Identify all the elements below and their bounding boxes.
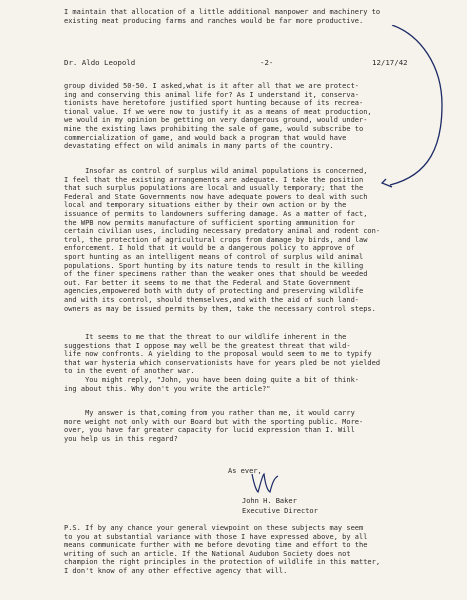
closing: As ever, <box>228 467 262 475</box>
paragraph-4: You might reply, "John, you have been doing quite a bit of think- ing about this. Why don't you write the article?" <box>64 376 360 393</box>
signer-name: John H. Baker <box>242 497 297 505</box>
letter-date: 12/17/42 <box>372 58 408 67</box>
top-note: I maintain that allocation of a little additional manpower and machinery to existing meat producing farms and ranches would be far more productive. <box>64 8 381 25</box>
paragraph-5: My answer is that,coming from you rather than me, it would carry more weight not only with our Board but with the sporting public. More- over, you have far greater capacity for lucid expression than I. Will you help us in this regard? <box>64 409 364 443</box>
paragraph-2: Insofar as control of surplus wild animal populations is concerned, I feel that the existing arrangements are adequate. I take the position that such surplus populations are local and usually temporary; that the Federal and State Governments now have adequate powers to deal with such local and temporary situations either by their own action or by the issuance of permits to landowners suffering damage. As a matter of fact, the WPB now permits manufacture of sufficient sporting ammunition for certain civilian uses, including necessary predatory animal and rodent con- trol, the protection of agricultural crops from damage by birds, and law enforcement. I hold that it would be a dangerous policy to approve of sport hunting as an intelligent means of control of surplus wild animal populations. Sport hunting by its nature tends to result in the killing of the finer specimens rather than the weaker ones that should be weeded out. Far better it seems to me that the Federal and State Government agencies,empowered both with duty of protecting and preserving wildlife and with its control, should themselves,and with the aid of such land- owners as may be issued permits by them, take the necessary control steps. <box>64 167 381 313</box>
postscript: P.S. If by any chance your general viewpoint on these subjects may seem to you at substantial variance with those I have expressed above, by all means communicate further with me before devoting time and effort to the writing of such an article. If the National Audubon Society does not champion the right principles in the protection of wildlife in this matter, I don't know of any other effective agency that will. <box>64 524 381 575</box>
page-number: -2- <box>260 58 274 67</box>
signer-title: Executive Director <box>242 507 318 515</box>
handwritten-signature <box>246 470 286 496</box>
addressee: Dr. Aldo Leopold <box>64 58 136 67</box>
paragraph-3: It seems to me that the threat to our wildlife inherent in the suggestions that I oppose may well be the greatest threat that wild- life now confronts. A yielding to the proposal would seem to me to typify that war hysteria which conservationists have for years pled be not yielded to in the event of another war. <box>64 333 381 376</box>
paragraph-1: group divided 50-50. I asked,what is it after all that we are protect- ing and conserving this animal life for? As I understand it, conserva- tionists have heretofore justified sport hunting because of its recrea- tional value. If we were now to justify it as a means of meat production, we would in my opinion be getting on very dangerous ground, would under- mine the existing laws prohibiting the sale of game, would subscribe to commercialization of game, and would back a program that would have devastating effect on wild animals in many parts of the country. <box>64 82 372 151</box>
